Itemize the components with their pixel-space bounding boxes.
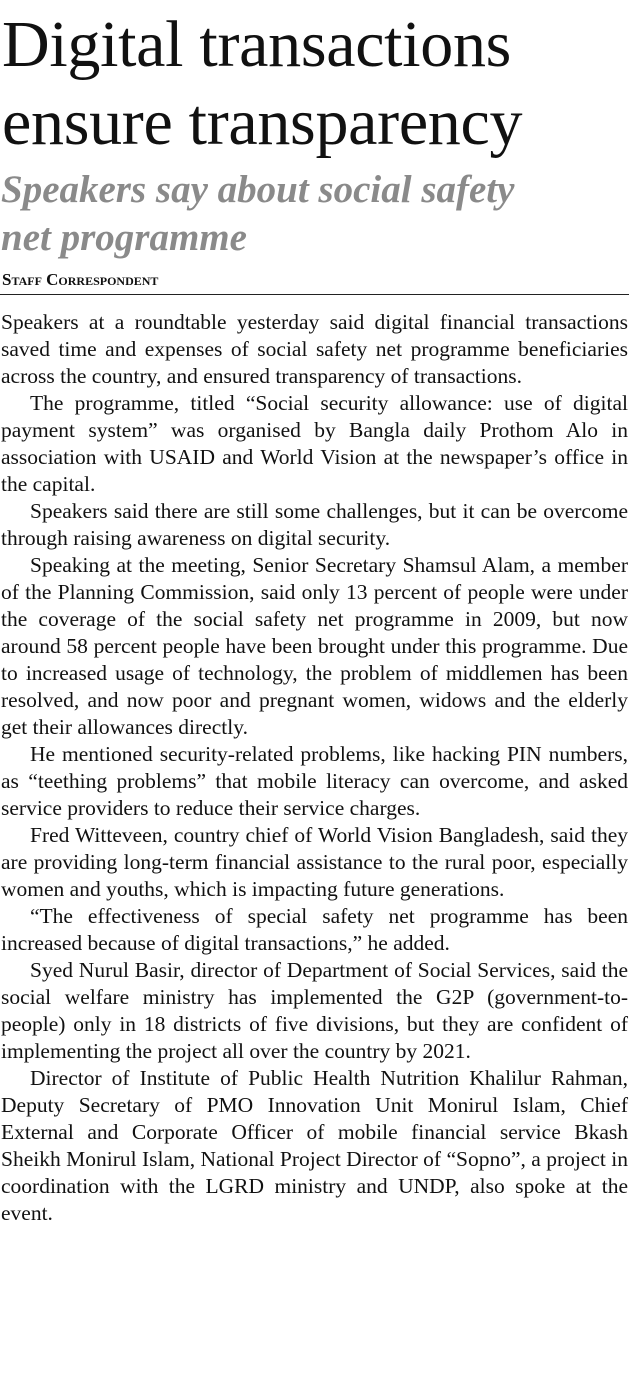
paragraph-2: The programme, titled “Social security allowance: use of digital payment system” was organised by Bangla daily Prothom Alo in association with USAID and World Vision at the newspaper’s office in the capital. — [1, 391, 628, 496]
byline: Staff Correspondent — [0, 262, 629, 295]
subheadline — [0, 162, 629, 262]
paragraph-3: Speakers said there are still some challenges, but it can be overcome through raising awareness on digital security. — [1, 499, 628, 550]
subheadline-line-1: Speakers say about social safety — [1, 168, 515, 211]
headline — [0, 0, 629, 162]
paragraph-4: Speaking at the meeting, Senior Secretary Shamsul Alam, a member of the Planning Commission, said only 13 percent of people were under the coverage of the social safety net programme in 2009, but now around 58 percent people have been brought under this programme. Due to increased usage of technology, the problem of middlemen has been resolved, and now poor and pregnant women, widows and the elderly get their allowances directly. — [1, 553, 628, 739]
subheadline-line-2: net programme — [1, 216, 247, 259]
headline-line-2: ensure transparency — [2, 86, 523, 159]
paragraph-1: Speakers at a roundtable yesterday said digital financial transactions saved time and expenses of social safety net programme beneficiaries across the country, and ensured transparency of transactions. — [1, 310, 628, 388]
paragraph-7: “The effectiveness of special safety net programme has been increased because of digital transactions,” he added. — [1, 904, 628, 955]
paragraph-8: Syed Nurul Basir, director of Department of Social Services, said the social welfare ministry has implemented the G2P (government-to-people) only in 18 districts of five divisions, but they are confident of implementing the project all over the country by 2021. — [1, 958, 628, 1063]
paragraph-9: Director of Institute of Public Health Nutrition Khalilur Rahman, Deputy Secretary of PMO Innovation Unit Monirul Islam, Chief External and Corporate Officer of mobile financial service Bkash Sheikh Monirul Islam, National Project Director of “Sopno”, a project in coordination with the LGRD ministry and UNDP, also spoke at the event. — [1, 1066, 628, 1225]
article-body — [0, 295, 629, 1227]
paragraph-6: Fred Witteveen, country chief of World Vision Bangladesh, said they are providing long-term financial assistance to the rural poor, especially women and youths, which is impacting future generations. — [1, 823, 628, 901]
headline-line-1: Digital transactions — [2, 8, 512, 81]
paragraph-5: He mentioned security-related problems, like hacking PIN numbers, as “teething problems” that mobile literacy can overcome, and asked service providers to reduce their service charges. — [1, 742, 628, 820]
